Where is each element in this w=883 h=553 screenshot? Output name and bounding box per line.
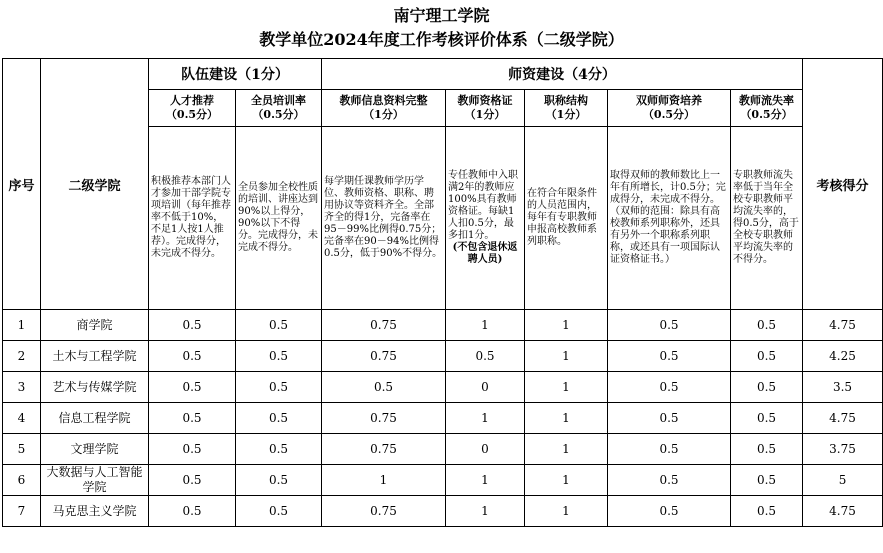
indicator-name: 全员培训率 — [251, 94, 306, 107]
indicator-header — [731, 90, 803, 127]
score-total: 3.75 — [803, 434, 883, 465]
criteria-talent-recommendation: 积极推荐本部门人才参加干部学院专项培训（每年推荐率不低于10%，不足1人按1人推荐）。完成得分，未完成不得分。 — [149, 127, 236, 310]
criteria-turnover-rate: 专职教师流失率低于当年全校专职教师平均流失率的，得0.5分，高于全校专职教师平均流失率的不得分。 — [731, 127, 803, 310]
score-info-completeness: 0.5 — [322, 372, 446, 403]
score-talent-recommendation: 0.5 — [149, 310, 236, 341]
table-row — [3, 496, 883, 527]
indicator-score: （1分） — [545, 108, 587, 121]
score-total: 4.75 — [803, 310, 883, 341]
score-turnover-rate: 0.5 — [731, 465, 803, 496]
indicator-name: 教师流失率 — [739, 94, 794, 107]
score-turnover-rate: 0.5 — [731, 372, 803, 403]
table-row — [3, 465, 883, 496]
score-dual-teacher: 0.5 — [608, 496, 731, 527]
score-dual-teacher: 0.5 — [608, 341, 731, 372]
score-dual-teacher: 0.5 — [608, 403, 731, 434]
indicator-header — [236, 90, 322, 127]
table-row — [3, 372, 883, 403]
table-row — [3, 310, 883, 341]
table-row — [3, 434, 883, 465]
indicator-score: （0.5分） — [740, 108, 793, 121]
score-teacher-certificate: 1 — [446, 403, 525, 434]
header-index: 序号 — [3, 59, 41, 310]
college-name: 土木与工程学院 — [41, 341, 149, 372]
score-total: 4.75 — [803, 403, 883, 434]
criteria-training-rate: 全员参加全校性质的培训、讲座达到90%以上得分，90%以下不得分。完成得分，未完成不得分。 — [236, 127, 322, 310]
score-teacher-certificate: 1 — [446, 496, 525, 527]
score-turnover-rate: 0.5 — [731, 496, 803, 527]
score-title-structure: 1 — [525, 465, 608, 496]
score-teacher-certificate: 1 — [446, 310, 525, 341]
table-row — [3, 341, 883, 372]
header-category-team: 队伍建设（1分） — [149, 59, 322, 90]
score-info-completeness: 0.75 — [322, 341, 446, 372]
score-info-completeness: 0.75 — [322, 310, 446, 341]
document-title — [0, 0, 883, 58]
college-name: 大数据与人工智能学院 — [41, 465, 149, 496]
score-talent-recommendation: 0.5 — [149, 341, 236, 372]
score-training-rate: 0.5 — [236, 372, 322, 403]
score-title-structure: 1 — [525, 434, 608, 465]
score-talent-recommendation: 0.5 — [149, 403, 236, 434]
indicator-score: （0.5分） — [252, 108, 305, 121]
score-training-rate: 0.5 — [236, 465, 322, 496]
indicator-score: （1分） — [464, 108, 506, 121]
header-total: 考核得分 — [803, 59, 883, 310]
row-index: 2 — [3, 341, 41, 372]
indicator-name: 双师师资培养 — [636, 94, 702, 107]
row-index: 1 — [3, 310, 41, 341]
score-training-rate: 0.5 — [236, 434, 322, 465]
indicator-name: 教师资格证 — [457, 94, 513, 107]
score-total: 5 — [803, 465, 883, 496]
score-turnover-rate: 0.5 — [731, 434, 803, 465]
title-school: 南宁理工学院 — [393, 6, 490, 25]
score-turnover-rate: 0.5 — [731, 341, 803, 372]
score-total: 4.75 — [803, 496, 883, 527]
score-talent-recommendation: 0.5 — [149, 465, 236, 496]
row-index: 5 — [3, 434, 41, 465]
indicator-header — [322, 90, 446, 127]
score-talent-recommendation: 0.5 — [149, 496, 236, 527]
row-index: 6 — [3, 465, 41, 496]
score-dual-teacher: 0.5 — [608, 465, 731, 496]
indicator-name: 人才推荐 — [170, 94, 214, 107]
score-title-structure: 1 — [525, 403, 608, 434]
criteria-info-completeness: 每学期任课教师学历学位、教师资格、职称、聘用协议等资料齐全。全部齐全的得1分，完备率在95－99%比例得0.75分；完备率在90－94%比例得0.5分，低于90%不得分。 — [322, 127, 446, 310]
college-name: 商学院 — [41, 310, 149, 341]
indicator-header — [525, 90, 608, 127]
title-system: 教学单位2024年度工作考核评价体系（二级学院） — [259, 30, 624, 49]
score-dual-teacher: 0.5 — [608, 310, 731, 341]
indicator-header — [608, 90, 731, 127]
indicator-name: 教师信息资料完整 — [339, 94, 428, 107]
score-teacher-certificate: 0 — [446, 434, 525, 465]
table-row — [3, 403, 883, 434]
score-total: 3.5 — [803, 372, 883, 403]
score-dual-teacher: 0.5 — [608, 434, 731, 465]
score-turnover-rate: 0.5 — [731, 403, 803, 434]
score-turnover-rate: 0.5 — [731, 310, 803, 341]
score-total: 4.25 — [803, 341, 883, 372]
score-training-rate: 0.5 — [236, 496, 322, 527]
criteria-teacher-certificate — [446, 127, 525, 310]
score-info-completeness: 1 — [322, 465, 446, 496]
row-index: 3 — [3, 372, 41, 403]
header-category-teacher: 师资建设（4分） — [322, 59, 803, 90]
score-dual-teacher: 0.5 — [608, 372, 731, 403]
criteria-dual-teacher: 取得双师的教师数比上一年有所增长，计0.5分；完成得分，未完成不得分。（双师的范围：除具有高校教师系列职称外，还具有另外一个职称系列职称，或还具有一项国际认证资格证书。） — [608, 127, 731, 310]
college-name: 文理学院 — [41, 434, 149, 465]
criteria-certificate-note: (不包含退休返聘人员) — [452, 242, 518, 265]
score-title-structure: 1 — [525, 341, 608, 372]
score-talent-recommendation: 0.5 — [149, 434, 236, 465]
score-teacher-certificate: 0.5 — [446, 341, 525, 372]
college-name: 信息工程学院 — [41, 403, 149, 434]
score-talent-recommendation: 0.5 — [149, 372, 236, 403]
row-index: 4 — [3, 403, 41, 434]
college-name: 马克思主义学院 — [41, 496, 149, 527]
score-training-rate: 0.5 — [236, 341, 322, 372]
score-info-completeness: 0.75 — [322, 434, 446, 465]
score-training-rate: 0.5 — [236, 310, 322, 341]
score-teacher-certificate: 1 — [446, 465, 525, 496]
indicator-score: （1分） — [363, 108, 404, 121]
evaluation-table — [2, 58, 883, 527]
row-index: 7 — [3, 496, 41, 527]
score-title-structure: 1 — [525, 496, 608, 527]
indicator-name: 职称结构 — [544, 94, 588, 107]
score-info-completeness: 0.75 — [322, 496, 446, 527]
indicator-header — [446, 90, 525, 127]
score-title-structure: 1 — [525, 310, 608, 341]
header-college: 二级学院 — [41, 59, 149, 310]
college-name: 艺术与传媒学院 — [41, 372, 149, 403]
criteria-title-structure: 在符合年限条件的人员范围内，每年有专职教师申报高校教师系列职称。 — [525, 127, 608, 310]
indicator-header — [149, 90, 236, 127]
score-training-rate: 0.5 — [236, 403, 322, 434]
score-info-completeness: 0.75 — [322, 403, 446, 434]
score-title-structure: 1 — [525, 372, 608, 403]
score-teacher-certificate: 0 — [446, 372, 525, 403]
indicator-score: （0.5分） — [642, 108, 696, 121]
indicator-score: （0.5分） — [165, 108, 219, 121]
criteria-certificate-text: 专任教师中入职满2年的教师应100%具有教师资格证。每缺1人扣0.5分，最多扣1分。 — [448, 170, 518, 241]
